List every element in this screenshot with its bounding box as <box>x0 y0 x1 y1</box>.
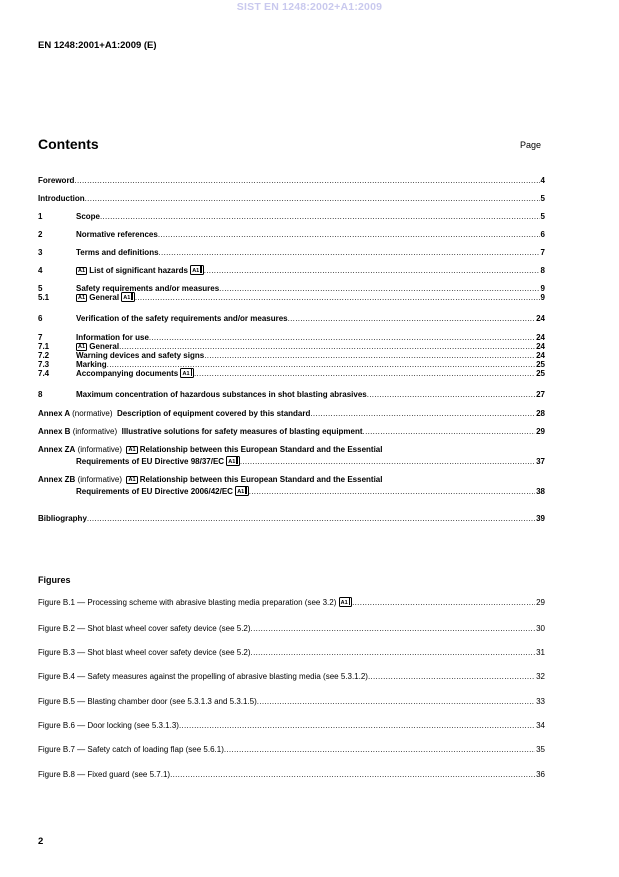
toc-annex-zb[interactable] <box>38 475 545 496</box>
annex-title-line1: Relationship between this European Standard and the Essential <box>139 475 383 484</box>
document-id: EN 1248:2001+A1:2009 (E) <box>38 40 157 51</box>
figure-title: Figure B.4 — Safety measures against the propelling of abrasive blasting media (see 5.3.1.2) <box>38 672 368 681</box>
toc-page: 38 <box>536 487 545 496</box>
toc-title: Information for use <box>76 333 149 342</box>
toc-number: 5 <box>38 284 43 293</box>
figure-title: Figure B.5 — Blasting chamber door (see 5.3.1.3 and 5.3.1.5) <box>38 697 257 706</box>
toc-title: Introduction <box>38 194 85 203</box>
figure-page: 34 <box>536 721 545 730</box>
toc-verification[interactable] <box>38 314 545 323</box>
amendment-start-marker-icon: A1 <box>128 447 136 453</box>
toc-title: Marking <box>76 360 107 369</box>
toc-title: Warning devices and safety signs <box>76 351 205 360</box>
amendment-end-marker-icon: A1 <box>226 456 240 466</box>
toc-title: Accompanying documents <box>76 369 179 378</box>
toc-title: Normative references <box>76 230 158 239</box>
amendment-start-marker-icon: A1 <box>78 268 86 274</box>
amendment-start-marker-icon: A1 <box>78 295 86 301</box>
toc-number: 3 <box>38 248 43 257</box>
figure-page: 32 <box>536 672 545 681</box>
toc-number: 2 <box>38 230 43 239</box>
toc-title: Safety requirements and/or measures <box>76 284 220 293</box>
figure-entry[interactable] <box>38 648 545 658</box>
toc-introduction[interactable] <box>38 194 545 203</box>
toc-page: 6 <box>540 230 545 239</box>
figure-title: Figure B.6 — Door locking (see 5.3.1.3) <box>38 721 179 730</box>
toc-number: 6 <box>38 314 43 323</box>
figure-entry[interactable] <box>38 745 545 755</box>
toc-title: Foreword <box>38 176 75 185</box>
toc-page: 7 <box>540 248 545 257</box>
annex-kind: (normative) <box>72 409 113 418</box>
toc-page: 4 <box>540 176 545 185</box>
amendment-start-marker-icon: A1 <box>78 344 86 350</box>
figure-page: 30 <box>536 624 545 633</box>
figure-title: Figure B.3 — Shot blast wheel cover safety device (see 5.2) <box>38 648 251 657</box>
toc-title: Maximum concentration of hazardous substances in shot blasting abrasives <box>76 390 367 399</box>
toc-number: 7.1 <box>38 342 50 351</box>
toc-page: 29 <box>536 427 545 436</box>
amendment-end-marker-icon: A1 <box>121 292 135 302</box>
toc-accompanying-documents[interactable] <box>38 369 545 378</box>
toc-warning-devices[interactable] <box>38 351 545 360</box>
page-number: 2 <box>38 836 44 847</box>
figure-page: 36 <box>536 770 545 779</box>
annex-title-line1: Relationship between this European Standard and the Essential <box>139 445 383 454</box>
toc-number: 4 <box>38 266 43 275</box>
annex-title-line2: Requirements of EU Directive 2006/42/EC <box>76 487 233 496</box>
toc-max-concentration[interactable] <box>38 390 545 399</box>
toc-title: List of significant hazards <box>89 266 188 275</box>
toc-annex-b[interactable] <box>38 427 545 436</box>
toc-number: 8 <box>38 390 43 399</box>
amendment-end-marker-icon: A1 <box>339 597 353 607</box>
toc-title: Verification of the safety requirements and/or measures <box>76 314 288 323</box>
toc-annex-a[interactable] <box>38 409 545 418</box>
annex-title: Illustrative solutions for safety measures of blasting equipment <box>121 427 363 436</box>
toc-title: Bibliography <box>38 514 87 523</box>
annex-title: Description of equipment covered by this standard <box>117 409 311 418</box>
toc-title: General <box>89 293 120 302</box>
toc-number: 5.1 <box>38 293 50 302</box>
toc-title: Terms and definitions <box>76 248 159 257</box>
figure-entry[interactable] <box>38 770 545 780</box>
amendment-end-marker-icon: A1 <box>235 486 249 496</box>
page-column-label: Page <box>520 140 542 150</box>
figure-page: 31 <box>536 648 545 657</box>
toc-bibliography[interactable] <box>38 514 545 523</box>
toc-safety-general[interactable] <box>38 293 545 302</box>
watermark: SIST EN 1248:2002+A1:2009 <box>236 1 383 13</box>
toc-annex-za[interactable] <box>38 445 545 466</box>
toc-page: 24 <box>536 342 545 351</box>
toc-page: 39 <box>536 514 545 523</box>
toc-terms-definitions[interactable] <box>38 248 545 257</box>
toc-page: 28 <box>536 409 545 418</box>
annex-kind: (informative) <box>77 475 123 484</box>
figure-title: Figure B.1 — Processing scheme with abrasive blasting media preparation (see 3.2) <box>38 598 337 607</box>
figure-entry[interactable] <box>38 598 545 608</box>
toc-page: 24 <box>536 333 545 342</box>
annex-label: Annex A <box>38 409 70 418</box>
toc-page: 37 <box>536 457 545 466</box>
toc-title: General <box>89 342 120 351</box>
figure-entry[interactable] <box>38 624 545 634</box>
figure-page: 29 <box>536 598 545 607</box>
toc-page: 24 <box>536 351 545 360</box>
toc-page: 5 <box>540 194 545 203</box>
annex-title-line2: Requirements of EU Directive 98/37/EC <box>76 457 225 466</box>
toc-page: 5 <box>540 212 545 221</box>
figure-title: Figure B.2 — Shot blast wheel cover safety device (see 5.2) <box>38 624 251 633</box>
amendment-start-marker-icon: A1 <box>128 477 136 483</box>
figure-page: 35 <box>536 745 545 754</box>
amendment-end-marker-icon: A1 <box>190 265 204 275</box>
figure-entry[interactable] <box>38 672 545 682</box>
toc-page: 8 <box>540 266 545 275</box>
toc-information-for-use[interactable] <box>38 333 545 342</box>
figure-title: Figure B.7 — Safety catch of loading flap (see 5.6.1) <box>38 745 224 754</box>
toc-significant-hazards[interactable] <box>38 266 545 275</box>
figure-entry[interactable] <box>38 721 545 731</box>
toc-scope[interactable] <box>38 212 545 221</box>
figure-entry[interactable] <box>38 697 545 707</box>
figure-title: Figure B.8 — Fixed guard (see 5.7.1) <box>38 770 171 779</box>
toc-page: 9 <box>540 284 545 293</box>
toc-number: 7.2 <box>38 351 50 360</box>
toc-number: 7.3 <box>38 360 50 369</box>
toc-normative-references[interactable] <box>38 230 545 239</box>
amendment-end-marker-icon: A1 <box>180 368 194 378</box>
toc-info-general[interactable] <box>38 342 545 351</box>
contents-title: Contents <box>38 136 99 152</box>
annex-label: Annex B <box>38 427 71 436</box>
toc-page: 25 <box>536 369 545 378</box>
toc-number: 7.4 <box>38 369 50 378</box>
toc-foreword[interactable] <box>38 176 545 185</box>
toc-page: 27 <box>536 390 545 399</box>
annex-label: Annex ZA <box>38 445 76 454</box>
toc-page: 9 <box>540 293 545 302</box>
figures-heading: Figures <box>38 575 71 585</box>
toc-number: 7 <box>38 333 43 342</box>
annex-label: Annex ZB <box>38 475 76 484</box>
annex-kind: (informative) <box>77 445 123 454</box>
toc-number: 1 <box>38 212 43 221</box>
toc-page: 24 <box>536 314 545 323</box>
annex-kind: (informative) <box>72 427 118 436</box>
figure-page: 33 <box>536 697 545 706</box>
toc-title: Scope <box>76 212 101 221</box>
toc-page: 25 <box>536 360 545 369</box>
